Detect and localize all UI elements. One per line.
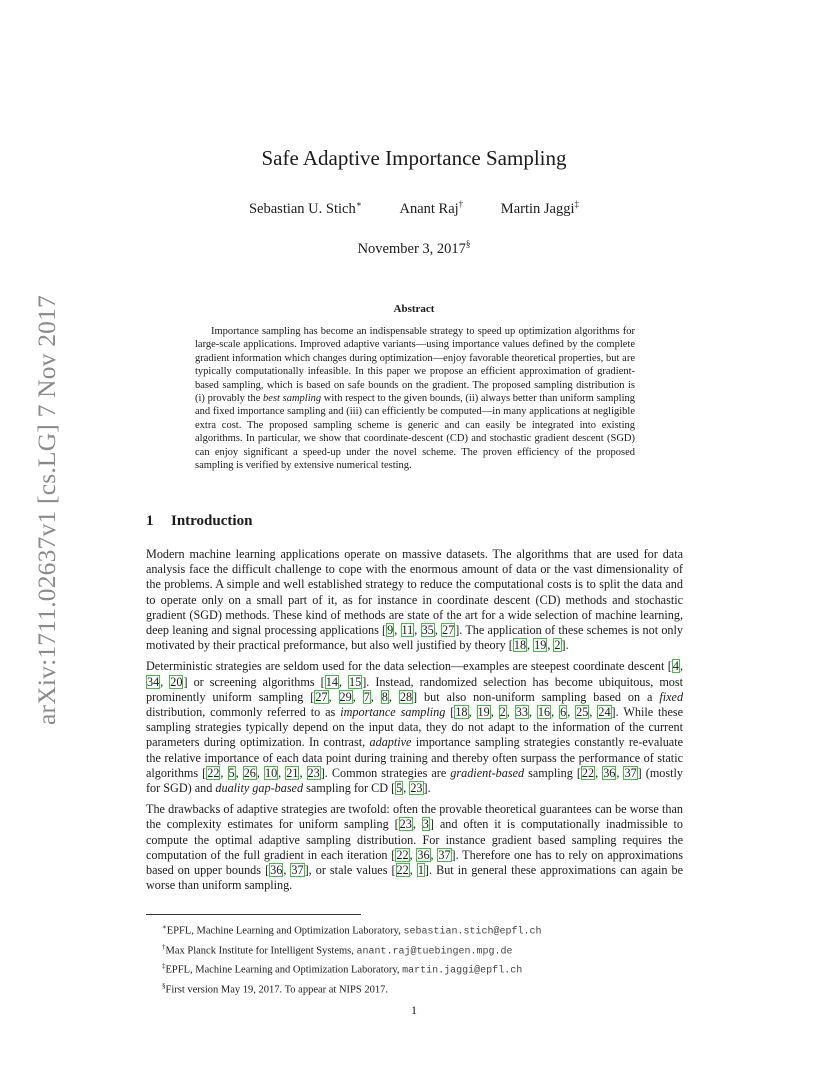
citation-group: 22, 36, 37 — [396, 847, 451, 862]
citation-link[interactable]: 22 — [396, 863, 409, 878]
footnote — [146, 920, 683, 940]
citation-group: 27, 29, 7, 8, 28 — [315, 689, 413, 704]
section-heading — [146, 513, 252, 530]
abstract-text-part: Importance sampling has become an indispensable strategy to speed up optimization algorithms for large-scale applications. Improved adaptive variants—using importance values defined by the complete gradient information which changes during optimization—enjoy favorable theoretical properties, but are typically computationally infeasible. In this paper we propose an efficient approximation of gradient-based sampling, which is based on safe bounds on the gradient. The proposed sampling distribution is (i) provably the — [195, 326, 635, 405]
citation-link[interactable]: 37 — [438, 847, 451, 862]
citation-link[interactable]: 22 — [581, 765, 595, 780]
citation-group: 23, 3 — [399, 817, 429, 832]
footnote — [146, 979, 683, 998]
citation-link[interactable]: 4 — [672, 659, 679, 674]
paper-title: Safe Adaptive Importance Sampling — [261, 146, 567, 170]
footnote-mark: § — [162, 981, 166, 990]
citation-link[interactable]: 18 — [455, 705, 468, 720]
footnote-mark: † — [162, 942, 166, 951]
abstract-paragraph — [195, 325, 635, 472]
section-title: Introduction — [171, 513, 253, 529]
citation-link[interactable]: 36 — [270, 863, 283, 878]
citation-group: 9, 11, 35, 27 — [387, 623, 455, 638]
text-run: ] or screening algorithms [ — [183, 674, 325, 689]
citation-link[interactable]: 6 — [560, 705, 567, 720]
publication-date — [0, 239, 828, 258]
text-run: ] (mostly for SGD) and — [146, 765, 683, 796]
text-run: ] and often it is computationally inadmissible to compute the optimal adaptive sampling distribution. For instance gradient based sampling requires the computation of the full gradient in each iteration [ — [146, 817, 684, 862]
text-run: sampling for CD [ — [303, 781, 396, 796]
email-link[interactable]: sebastian.stich@epfl.ch — [403, 926, 542, 938]
text-run: importance sampling strategies constantly re-evaluate the relative importance of each data point during training and thereby often surpass the performance of static algorithms [ — [146, 735, 683, 780]
author-name: Sebastian U. Stich — [248, 200, 356, 217]
citation-link[interactable]: 25 — [576, 705, 589, 720]
citation-link[interactable]: 3 — [422, 817, 429, 832]
emphasized-text: gradient-based — [450, 765, 525, 780]
arxiv-identifier: arXiv:1711.02637v1 [cs.LG] 7 Nov 2017 — [32, 295, 61, 725]
section-body — [146, 547, 683, 899]
citation-link[interactable]: 36 — [603, 765, 616, 780]
citation-group: 22, 1 — [396, 863, 424, 878]
citation-link[interactable]: 2 — [499, 705, 506, 720]
footnote-mark: ∗ — [162, 923, 167, 931]
footnote-text: EPFL, Machine Learning and Optimization Laboratory, — [165, 964, 403, 976]
citation-link[interactable]: 2 — [554, 638, 561, 653]
date-text: November 3, 2017 — [357, 240, 466, 257]
citation-link[interactable]: 10 — [264, 765, 278, 780]
citation-group: 18, 19, 2, 33, 16, 6, 25, 24 — [455, 705, 611, 720]
footnote-text: Max Planck Institute for Intelligent Systems, — [165, 945, 357, 956]
citation-link[interactable]: 7 — [363, 689, 370, 704]
footnotes — [146, 920, 683, 997]
emphasized-text: importance sampling — [340, 705, 446, 720]
text-run: ]. But in general these approximations can again be worse than uniform sampling. — [146, 863, 683, 893]
emphasized-text: duality gap-based — [215, 781, 304, 796]
citation-group: 5, 23 — [396, 781, 423, 796]
citation-group: 22, 36, 37 — [581, 765, 637, 780]
citation-link[interactable]: 23 — [307, 765, 320, 780]
citation-link[interactable]: 23 — [399, 817, 412, 832]
section-number: 1 — [146, 513, 154, 529]
citation-link[interactable]: 36 — [417, 847, 430, 862]
author-name: Martin Jaggi — [500, 200, 575, 217]
email-link[interactable]: martin.jaggi@epfl.ch — [402, 965, 523, 977]
email-link[interactable]: anant.raj@tuebingen.mpg.de — [356, 946, 513, 957]
citation-group: 22, 5, 26, 10, 21, 23 — [207, 765, 320, 780]
footnote-separator — [146, 914, 361, 915]
abstract-heading: Abstract — [393, 303, 435, 315]
date-footnote-mark: § — [465, 239, 471, 249]
citation-link[interactable]: 9 — [387, 623, 394, 638]
citation-link[interactable]: 23 — [410, 781, 423, 796]
text-run: ]. The application of these schemes is not only motivated by their practical preformance, but also well justified by theory [ — [146, 623, 684, 653]
footnote — [146, 959, 683, 979]
author-footnote-mark: ∗ — [355, 199, 362, 209]
footnote-text: First version May 19, 2017. To appear at NIPS 2017. — [165, 984, 388, 995]
text-run: ]. Common strategies are — [320, 765, 451, 780]
citation-link[interactable]: 37 — [624, 765, 637, 780]
author — [501, 199, 579, 218]
text-run: ]. — [561, 638, 569, 653]
citation-link[interactable]: 8 — [381, 689, 388, 704]
citation-link[interactable]: 24 — [598, 705, 611, 720]
author-footnote-mark: † — [458, 199, 464, 209]
text-run: distribution, commonly referred to as — [146, 705, 341, 720]
citation-group: 18, 19, 2 — [513, 638, 561, 653]
paragraph — [146, 547, 683, 653]
citation-link[interactable]: 35 — [421, 623, 434, 638]
paragraph — [146, 802, 683, 893]
citation-link[interactable]: 19 — [477, 705, 490, 720]
author-name: Anant Raj — [399, 200, 459, 217]
abstract-text-part: with respect to the given bounds, (ii) always better than uniform sampling and fixed importance sampling and (iii) can efficiently be computed—in many applications at negligible extra cost. The proposed sampling scheme is generic and can easily be integrated into existing algorithms. In particular, we show that coordinate-descent (CD) and stochastic gradient descent (SGD) can enjoy significant a speed-up under the novel scheme. The proven efficiency of the proposed sampling is verified by extensive numerical testing. — [195, 393, 635, 472]
paragraph — [146, 659, 683, 796]
citation-link[interactable]: 21 — [286, 765, 299, 780]
citation-link[interactable]: 28 — [399, 689, 413, 704]
text-run: The drawbacks of adaptive strategies are twofold: often the provable theoretical guarantees can be worse than the complexity estimates for uniform sampling [ — [146, 802, 683, 832]
citation-link[interactable]: 19 — [534, 638, 547, 653]
citation-link[interactable]: 34 — [147, 674, 160, 689]
text-run: [ — [445, 705, 455, 720]
citation-group: 4, 34, 20 — [147, 659, 683, 689]
citation-link[interactable]: 1 — [417, 863, 424, 878]
citation-group: 14, 15 — [325, 674, 362, 689]
citation-link[interactable]: 22 — [207, 765, 220, 780]
text-run: Deterministic strategies are seldom used for the data selection—examples are steepest coordinate descent [ — [146, 659, 672, 674]
citation-link[interactable]: 18 — [513, 638, 527, 653]
emphasized-text: fixed — [659, 689, 684, 704]
page-number: 1 — [411, 1003, 417, 1017]
text-run: Modern machine learning applications operate on massive datasets. The algorithms that are used for data analysis face the difficult challenge to cope with the enormous amount of data or the vast dimensionality of the problems. A simple and well established strategy to reduce the computational costs is to split the data and to operate only on a small part of it, as for instance in coordinate descent (CD) methods and stochastic gradient (SGD) methods. These kind of methods are state of the art for a wide selection of machine learning, deep leaning and signal processing applications [ — [146, 547, 683, 638]
citation-link[interactable]: 20 — [170, 674, 183, 689]
citation-link[interactable]: 27 — [442, 623, 455, 638]
citation-link[interactable]: 15 — [349, 674, 362, 689]
citation-link[interactable]: 27 — [315, 689, 328, 704]
abstract-text — [195, 325, 635, 472]
citation-link[interactable]: 5 — [228, 765, 235, 780]
author-footnote-mark: ‡ — [574, 199, 579, 209]
citation-link[interactable]: 11 — [401, 623, 414, 638]
citation-group: 36, 37 — [270, 863, 304, 878]
citation-link[interactable]: 26 — [243, 765, 256, 780]
citation-link[interactable]: 37 — [291, 863, 304, 878]
text-run: ], or stale values [ — [304, 863, 396, 878]
citation-link[interactable]: 33 — [515, 705, 528, 720]
author — [399, 199, 463, 218]
text-run: ] but also non-uniform sampling based on a — [413, 689, 660, 704]
citation-link[interactable]: 22 — [396, 847, 409, 862]
text-run: ]. While these sampling strategies typically depend on the input data, they do not adapt to the information of the current parameters during optimization. In contrast, — [146, 705, 684, 750]
author — [249, 199, 362, 218]
emphasized-text: adaptive — [369, 735, 412, 750]
citation-link[interactable]: 14 — [325, 674, 338, 689]
author-list — [0, 199, 828, 218]
footnote-mark: ‡ — [162, 962, 166, 970]
text-run: ]. — [423, 781, 431, 796]
abstract-emphasis: best sampling — [263, 393, 322, 405]
footnote-text: EPFL, Machine Learning and Optimization Laboratory, — [166, 925, 404, 937]
text-run: ]. Instead, randomized selection has become ubiquitous, most prominently uniform sampling [ — [146, 674, 684, 704]
citation-link[interactable]: 5 — [396, 781, 403, 796]
citation-link[interactable]: 16 — [537, 705, 551, 720]
text-run: ]. Therefore one has to rely on approximations based on upper bounds [ — [146, 847, 684, 878]
text-run: sampling [ — [524, 765, 581, 780]
citation-link[interactable]: 29 — [339, 689, 352, 704]
footnote — [146, 940, 683, 960]
